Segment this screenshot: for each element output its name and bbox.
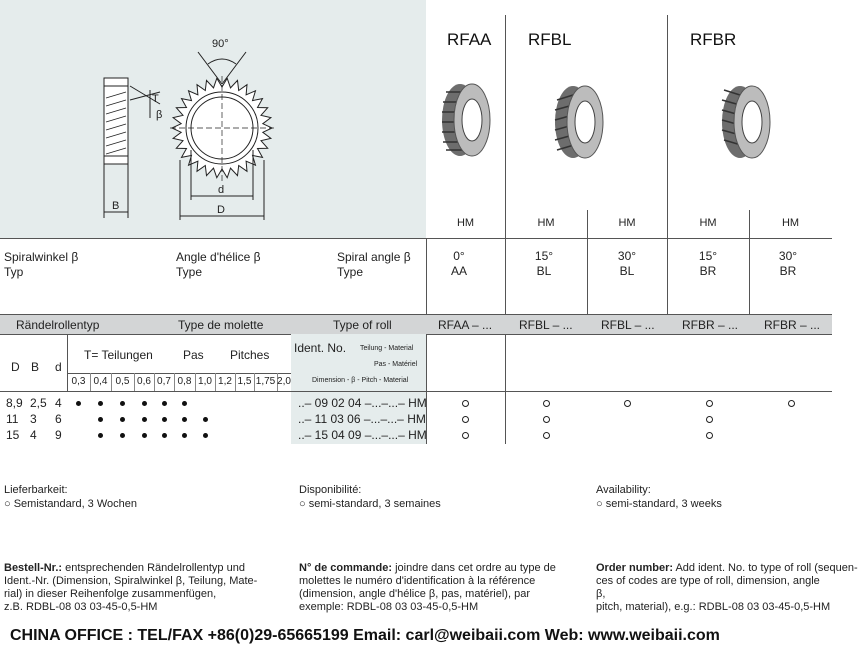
pitch-dot <box>162 417 167 422</box>
ident-sub1: Teilung - Material <box>360 345 414 352</box>
avail-fr-title: Disponibilité: <box>299 484 362 496</box>
pitch-value: 0,3 <box>71 376 86 387</box>
pitch-dot <box>98 417 103 422</box>
row-D: 11 <box>6 412 19 426</box>
pitch-dot <box>182 401 187 406</box>
row-ident: ..– 15 04 09 –...–...– HM <box>298 428 427 442</box>
availability-marker <box>462 432 469 439</box>
knurl-roll-drawing <box>0 0 426 238</box>
label-d: d <box>218 184 225 196</box>
pitch-dot <box>182 417 187 422</box>
spiral-code-2: BL <box>536 264 552 278</box>
teilungen-label: T= Teilungen <box>84 348 153 362</box>
pitch-dot <box>142 401 147 406</box>
label-beta: β <box>156 109 163 121</box>
availability-marker <box>543 400 550 407</box>
pitch-dot <box>98 401 103 406</box>
pas-label: Pas <box>183 348 204 362</box>
band-de: Rändelrollentyp <box>16 318 100 332</box>
spiral-angle-1: 0° <box>453 249 465 263</box>
row-ident: ..– 09 02 04 –...–...– HM <box>298 396 427 410</box>
pitch-dot <box>182 433 187 438</box>
spiral-fr-type: Type <box>176 265 203 279</box>
avail-en-title: Availability: <box>596 484 651 496</box>
ident-sub3: Dimension - β - Pitch - Material <box>312 377 409 384</box>
pitch-values-row <box>67 376 291 390</box>
band-en: Type of roll <box>333 318 392 332</box>
pitch-value: 1,0 <box>198 376 212 387</box>
spiral-angle-4: 15° <box>698 249 718 263</box>
pitch-value: 0,4 <box>93 376 108 387</box>
label-T: T <box>152 93 159 105</box>
pitch-value: 1,5 <box>237 376 252 387</box>
pitch-value: 2,0 <box>277 376 291 387</box>
pitch-value: 0,8 <box>177 376 192 387</box>
material-hm-4: HM <box>699 217 717 229</box>
band-code-2: RFBL – ... <box>519 318 573 332</box>
spiral-fr-angle: Angle d'hélice β <box>176 250 261 264</box>
row-B: 3 <box>30 412 37 426</box>
availability-marker <box>706 416 713 423</box>
band-code-5: RFBR – ... <box>764 318 821 332</box>
spiral-code-5: BR <box>779 264 797 278</box>
row-d: 4 <box>55 396 62 410</box>
pitch-dot <box>98 433 103 438</box>
row-D: 8,9 <box>6 396 23 410</box>
order-fr-l3: (dimension, angle d'hélice β, pas, matériel), par <box>299 588 530 600</box>
type-rfbl: RFBL <box>528 30 572 49</box>
availability-marker <box>788 400 795 407</box>
order-de-l2: Ident.-Nr. (Dimension, Spiralwinkel β, Teilung, Mate- <box>4 575 258 587</box>
label-90: 90° <box>212 38 229 50</box>
availability-marker <box>543 432 550 439</box>
ident-sub2: Pas - Matériel <box>374 361 418 368</box>
band-code-4: RFBR – ... <box>682 318 739 332</box>
spiral-angle-2: 15° <box>534 249 554 263</box>
order-en-l1: Add ident. No. to type of roll (sequen- <box>673 562 858 574</box>
pitch-dot <box>76 401 81 406</box>
band-fr: Type de molette <box>178 318 264 332</box>
spiral-code-4: BR <box>699 264 717 278</box>
row-D: 15 <box>6 428 20 442</box>
pitches-label: Pitches <box>230 348 270 362</box>
avail-de-title: Lieferbarkeit: <box>4 484 68 496</box>
availability-marker <box>706 400 713 407</box>
material-hm-1: HM <box>456 217 475 229</box>
band-code-3: RFBL – ... <box>601 318 655 332</box>
availability-marker <box>462 416 469 423</box>
availability-marker <box>543 416 550 423</box>
band-code-1: RFAA – ... <box>438 318 493 332</box>
order-fr <box>299 562 589 614</box>
order-en-bold: Order number: <box>596 562 674 574</box>
material-hm-3: HM <box>618 217 636 229</box>
spiral-code-3: BL <box>619 264 635 278</box>
spiral-angle-3: 30° <box>617 249 637 263</box>
material-hm-2: HM <box>537 217 555 229</box>
pitch-value: 1,2 <box>218 376 232 387</box>
pitch-dot <box>142 433 147 438</box>
spiral-en-type: Type <box>337 265 364 279</box>
spiral-angle-5: 30° <box>778 249 798 263</box>
pitch-dot <box>162 401 167 406</box>
row-d: 6 <box>55 412 62 426</box>
row-B: 2,5 <box>30 396 47 410</box>
row-B: 4 <box>30 428 37 442</box>
pitch-dot <box>120 417 125 422</box>
pitch-value: 0,7 <box>157 376 171 387</box>
pitch-dot <box>120 401 125 406</box>
pitch-value: 1,75 <box>255 376 276 387</box>
col-d: d <box>55 360 62 374</box>
row-d: 9 <box>55 428 62 442</box>
availability-marker <box>462 400 469 407</box>
order-en-l3: pitch, material), e.g.: RDBL-08 03 03-45-0,5-HM <box>596 601 831 613</box>
type-rfaa: RFAA <box>447 30 492 49</box>
roll-image-rfaa <box>436 78 496 162</box>
pitch-dot <box>162 433 167 438</box>
order-fr-bold: N° de commande: <box>299 562 393 574</box>
pitch-dot <box>120 433 125 438</box>
order-en <box>596 562 858 614</box>
label-B: B <box>112 200 120 212</box>
roll-image-rfbr <box>716 80 776 164</box>
order-fr-l1: joindre dans cet ordre au type de <box>392 562 556 574</box>
label-D: D <box>217 204 225 216</box>
order-de-l1: entsprechenden Rändelrollentyp und <box>62 562 245 574</box>
material-hm-5: HM <box>781 217 800 229</box>
spiral-de-angle: Spiralwinkel β <box>4 250 79 264</box>
avail-de-text: ○ Semistandard, 3 Wochen <box>4 498 138 510</box>
spiral-code-1: AA <box>450 264 467 278</box>
order-en-l2: ces of codes are type of roll, dimension, angle β, <box>596 575 820 600</box>
order-fr-l2: molettes le numéro d'identification à la référence <box>299 575 536 587</box>
order-de <box>4 562 289 614</box>
pitch-dot <box>203 433 208 438</box>
col-B: B <box>31 360 40 374</box>
order-de-bold: Bestell-Nr.: <box>4 562 63 574</box>
spiral-de-type: Typ <box>4 265 24 279</box>
pitch-dot <box>203 417 208 422</box>
avail-fr-text: ○ semi-standard, 3 semaines <box>299 498 441 510</box>
avail-en-text: ○ semi-standard, 3 weeks <box>596 498 722 510</box>
availability-marker <box>624 400 631 407</box>
order-fr-l4: exemple: RDBL-08 03 03-45-0,5-HM <box>299 601 479 613</box>
availability-marker <box>706 432 713 439</box>
order-de-l3: rial) in dieser Reihenfolge zusammenfügen, <box>4 588 217 600</box>
order-de-l4: z.B. RDBL-08 03 03-45-0,5-HM <box>4 601 158 613</box>
pitch-value: 0,6 <box>137 376 151 387</box>
col-D: D <box>11 360 20 374</box>
pitch-dot <box>142 417 147 422</box>
pitch-value: 0,5 <box>115 376 130 387</box>
roll-image-rfbl <box>549 80 609 164</box>
type-rfbr: RFBR <box>690 30 737 49</box>
row-ident: ..– 11 03 06 –...–...– HM <box>298 412 426 426</box>
footer-contact: CHINA OFFICE : TEL/FAX +86(0)29-65665199 Email: carl@weibaii.com Web: www.weibaii.com <box>10 627 720 644</box>
spiral-en-angle: Spiral angle β <box>337 250 411 264</box>
ident-label: Ident. No. <box>294 341 347 355</box>
